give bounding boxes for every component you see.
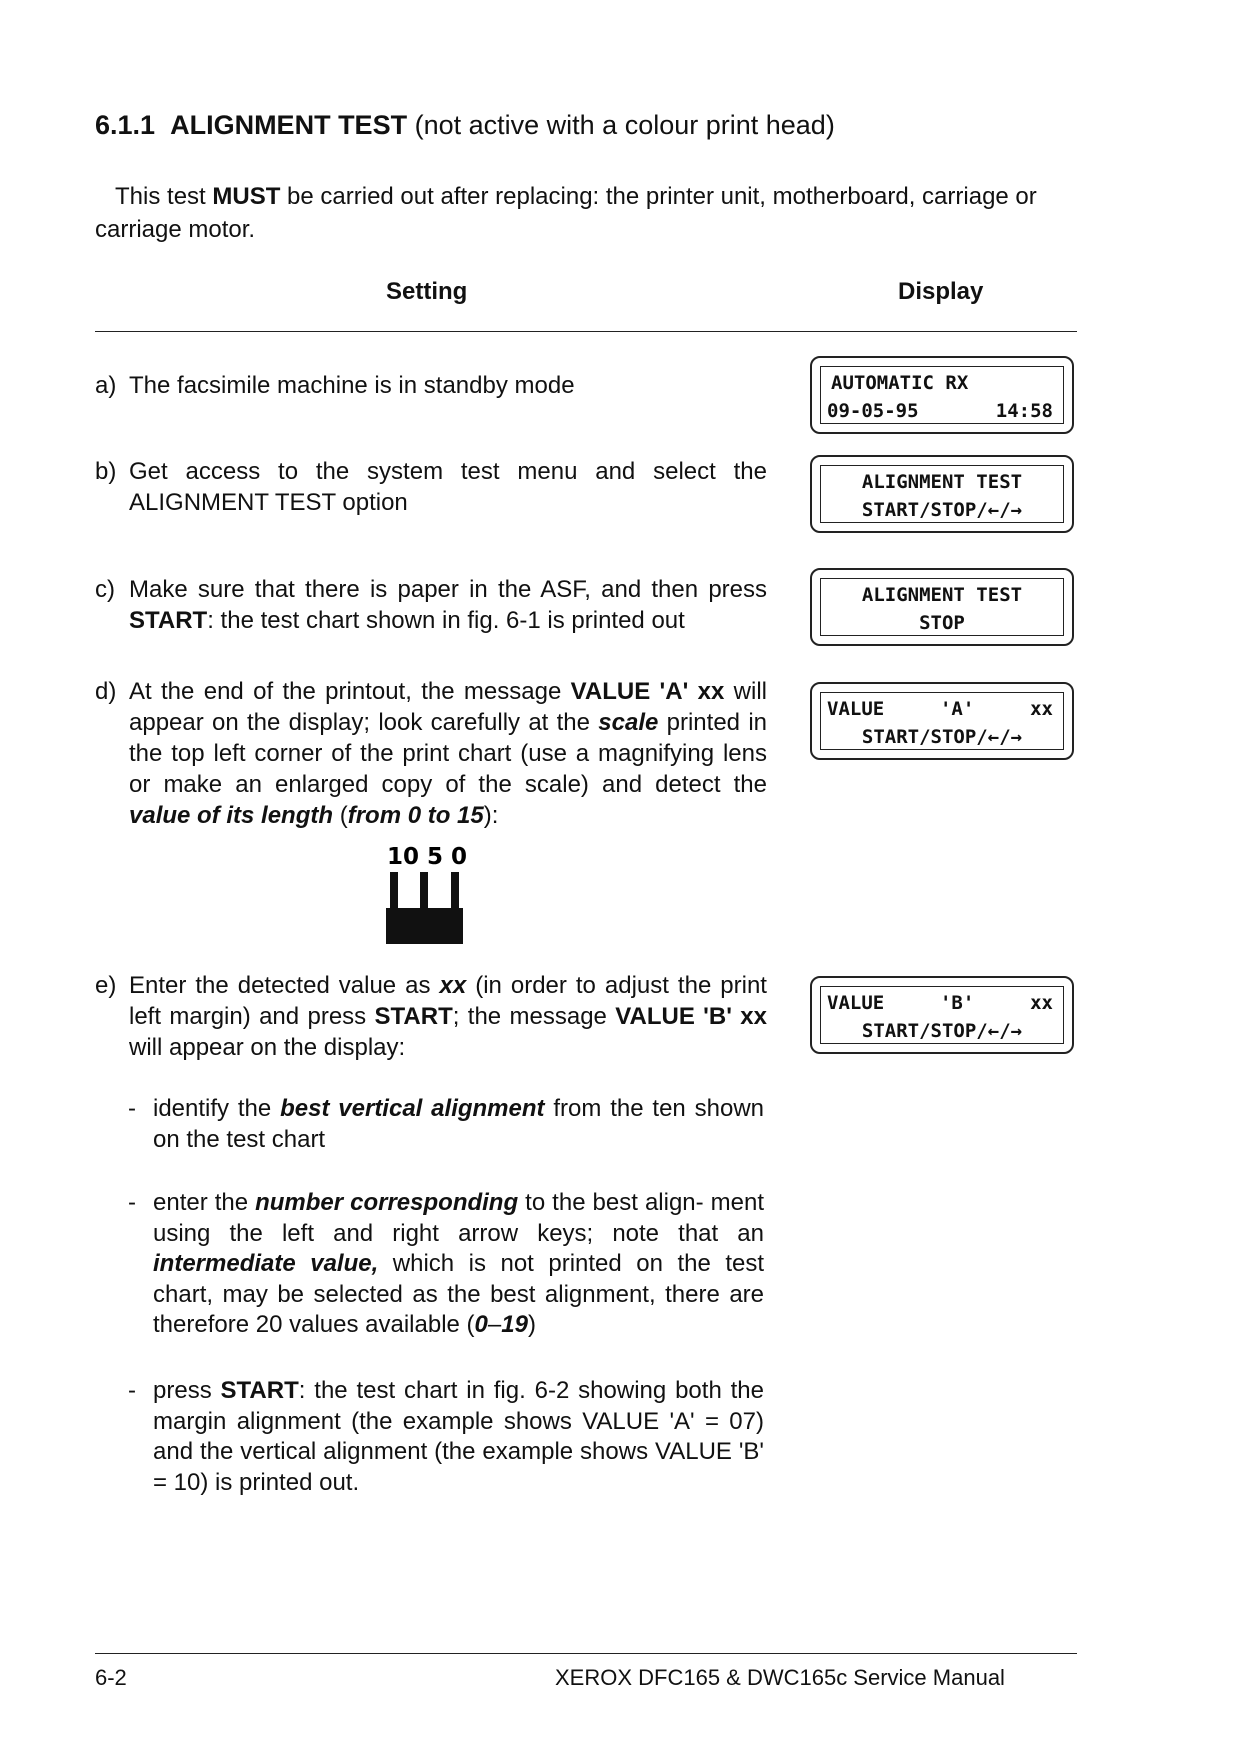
step-c xyxy=(95,574,767,636)
bullet-dash: - xyxy=(128,1377,136,1404)
step-label: d) xyxy=(95,678,117,705)
intro-paragraph xyxy=(95,180,1085,246)
step-d xyxy=(95,676,767,831)
lcd-line-2: START/STOP/←/→ xyxy=(861,726,1023,748)
lcd-line-1: ALIGNMENT TEST xyxy=(861,584,1023,606)
lcd-display-standby xyxy=(810,356,1074,434)
step-label: e) xyxy=(95,972,117,999)
step-text: Enter the detected value as xx (in order to adjust the print left margin) and press START; the message VALUE 'B' xx will appear on the display: xyxy=(129,972,767,1061)
step-b xyxy=(95,456,767,518)
section-note: (not active with a colour print head) xyxy=(414,110,835,140)
scale-labels: 10 5 0 xyxy=(386,844,468,870)
step-a xyxy=(95,370,767,401)
footer-divider xyxy=(95,1653,1077,1654)
lcd-display-alignment-menu xyxy=(810,455,1074,533)
lcd-line-2: 09-05-95 14:58 xyxy=(827,400,1053,422)
manual-title: XEROX DFC165 & DWC165c Service Manual xyxy=(555,1665,1005,1690)
page-number: 6-2 xyxy=(95,1665,127,1690)
step-e xyxy=(95,970,767,1063)
lcd-line-1: AUTOMATIC RX xyxy=(831,372,969,394)
subitem-enter-number xyxy=(128,1188,764,1341)
section-title: ALIGNMENT TEST xyxy=(170,110,408,140)
bullet-dash: - xyxy=(128,1189,136,1216)
subitem-press-start xyxy=(128,1376,764,1498)
step-text: The facsimile machine is in standby mode xyxy=(129,372,575,399)
step-label: b) xyxy=(95,458,117,485)
step-text: Make sure that there is paper in the ASF, and then press START: the test chart shown in fig. 6-1 is printed out xyxy=(129,576,767,634)
subitem-text: identify the best vertical alignment from the ten shown on the test chart xyxy=(153,1095,764,1153)
lcd-line-1: ALIGNMENT TEST xyxy=(861,471,1023,493)
display-column-header: Display xyxy=(898,278,984,305)
lcd-display-alignment-stop xyxy=(810,568,1074,646)
lcd-display-value-b xyxy=(810,976,1074,1054)
intro-emphasis: MUST xyxy=(212,183,281,210)
step-text: At the end of the printout, the message VALUE 'A' xx will appear on the display; look carefully at the scale printed in the top left corner of the print chart (use a magnifying lens or make an enlarged copy of the scale) and detect the value of its length (from 0 to 15): xyxy=(129,678,767,829)
header-divider xyxy=(95,331,1077,332)
lcd-line-2: START/STOP/←/→ xyxy=(861,1020,1023,1042)
subitem-text: enter the number corresponding to the best align- ment using the left and right arrow keys; note that an intermediate value, which is not printed on the test chart, may be selected as the best alignment, there are therefore 20 values available (0–19) xyxy=(153,1189,765,1338)
lcd-line-1: VALUE 'B' xx xyxy=(827,992,1053,1014)
step-label: a) xyxy=(95,372,117,399)
lcd-line-2: STOP xyxy=(919,612,965,634)
section-number: 6.1.1 xyxy=(95,110,156,140)
bullet-dash: - xyxy=(128,1095,136,1122)
section-heading xyxy=(95,110,835,141)
scale-glyph xyxy=(382,842,472,946)
subitem-identify xyxy=(128,1094,764,1155)
intro-text: This test xyxy=(115,183,213,210)
intro-text-rest: be carried out after replacing: the printer unit, motherboard, carriage or carriage motor. xyxy=(95,183,1037,243)
scale-figure xyxy=(382,842,472,946)
lcd-line-1: VALUE 'A' xx xyxy=(827,698,1053,720)
lcd-display-value-a xyxy=(810,682,1074,760)
setting-column-header: Setting xyxy=(386,278,468,305)
step-text: Get access to the system test menu and select the ALIGNMENT TEST option xyxy=(129,458,767,516)
lcd-line-2: START/STOP/←/→ xyxy=(861,499,1023,521)
subitem-text: press START: the test chart in fig. 6-2 showing both the margin alignment (the example shows VALUE 'A' = 07) and the vertical alignment (the example shows VALUE 'B' = 10) is printed out. xyxy=(153,1377,765,1496)
step-label: c) xyxy=(95,576,115,603)
